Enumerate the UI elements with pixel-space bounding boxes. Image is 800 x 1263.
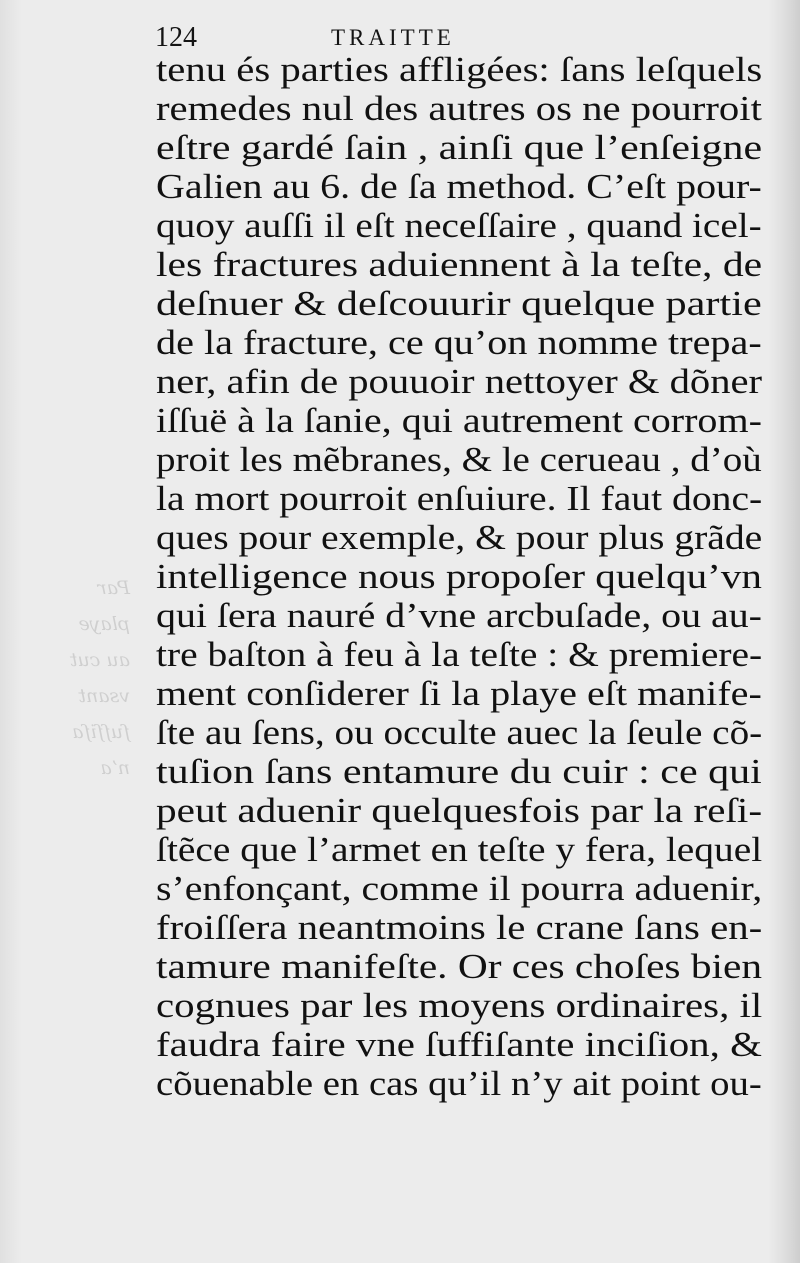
text-line-content: tamure manifeſte. Or ces choſes bien <box>156 947 763 986</box>
text-line-content: ſte au ſens, ou occulte auec la ſeule cõ- <box>156 713 763 752</box>
text-line-content: eſtre gardé ſain , ainſi que l’enſeigne <box>156 128 763 167</box>
text-line <box>156 635 762 674</box>
text-line <box>156 362 762 401</box>
body-text <box>156 50 762 1103</box>
text-line <box>156 245 762 284</box>
running-title: TRAITTE <box>331 25 455 50</box>
text-line-content: ner, afin de pouuoir nettoyer & dõner <box>156 362 763 401</box>
text-line <box>156 947 762 986</box>
text-line-content: iſſuë à la ſanie, qui autrement corrom- <box>156 401 762 440</box>
text-line <box>156 323 762 362</box>
text-line-content: faudra faire vne ſuffiſante inciſion, & <box>156 1025 762 1064</box>
text-line-content: ment conſiderer ſi la playe eſt manife- <box>156 674 762 713</box>
text-line <box>156 986 762 1025</box>
text-line-content: froiſſera neantmoins le crane ſans en- <box>156 908 763 947</box>
text-line <box>156 167 762 206</box>
text-line <box>156 89 762 128</box>
text-line-content: peut aduenir quelquesfois par la reſi- <box>156 791 763 830</box>
text-line <box>156 830 762 869</box>
text-line-content: s’enfonçant, comme il pourra aduenir, <box>156 869 763 908</box>
text-line-content: de la fracture, ce qu’on nomme trepa- <box>156 323 762 362</box>
text-line-content: cõuenable en cas qu’il n’y ait point ou- <box>156 1064 762 1103</box>
text-line-content: remedes nul des autres os ne pourroit <box>156 89 762 128</box>
text-line-content: ques pour exemple, & pour plus grãde <box>156 518 763 557</box>
text-line <box>156 1064 762 1103</box>
text-line-content: tuſion ſans entamure du cuir : ce qui <box>156 752 762 791</box>
text-line-content: les fractures aduiennent à la teſte, de <box>156 245 763 284</box>
text-line <box>156 791 762 830</box>
text-line-content: tre baſton à feu à la teſte : & premiere- <box>156 635 763 674</box>
text-line <box>156 440 762 479</box>
text-line-content: proit les mẽbranes, & le cerueau , d’où <box>156 440 762 479</box>
text-line-content: ſtẽce que l’armet en teſte y fera, lequel <box>156 830 763 869</box>
show-through-marginalia: Par playe au cut vsant ſuſſiſa n’a <box>69 577 130 779</box>
text-line <box>156 518 762 557</box>
page-edge-shadow <box>768 0 800 1263</box>
text-line <box>156 1025 762 1064</box>
text-line-content: Galien au 6. de ſa method. C’eſt pour- <box>156 167 762 206</box>
text-line <box>156 596 762 635</box>
text-line <box>156 557 762 596</box>
page-number: 124 <box>155 22 197 53</box>
text-line-content: la mort pourroit enſuiure. Il faut donc- <box>156 479 763 518</box>
text-line <box>156 908 762 947</box>
text-line-content: qui ſera nauré d’vne arcbuſade, ou au- <box>156 596 762 635</box>
text-line <box>156 752 762 791</box>
text-line <box>156 479 762 518</box>
text-line <box>156 713 762 752</box>
text-line-content: quoy auſſi il eſt neceſſaire , quand icel- <box>156 206 762 245</box>
text-line <box>156 128 762 167</box>
text-line-content: cognues par les moyens ordinaires, il <box>156 986 763 1025</box>
text-line-content: deſnuer & deſcouurir quelque partie <box>156 284 762 323</box>
text-line <box>156 674 762 713</box>
text-line <box>156 284 762 323</box>
page-gutter-shadow <box>0 0 22 1263</box>
text-line <box>156 401 762 440</box>
text-line-content: tenu és parties affligées: ſans leſquels <box>156 50 763 89</box>
text-line <box>156 206 762 245</box>
text-line-content: intelligence nous propoſer quelqu’vn <box>156 557 762 596</box>
text-line <box>156 869 762 908</box>
text-line <box>156 50 762 89</box>
